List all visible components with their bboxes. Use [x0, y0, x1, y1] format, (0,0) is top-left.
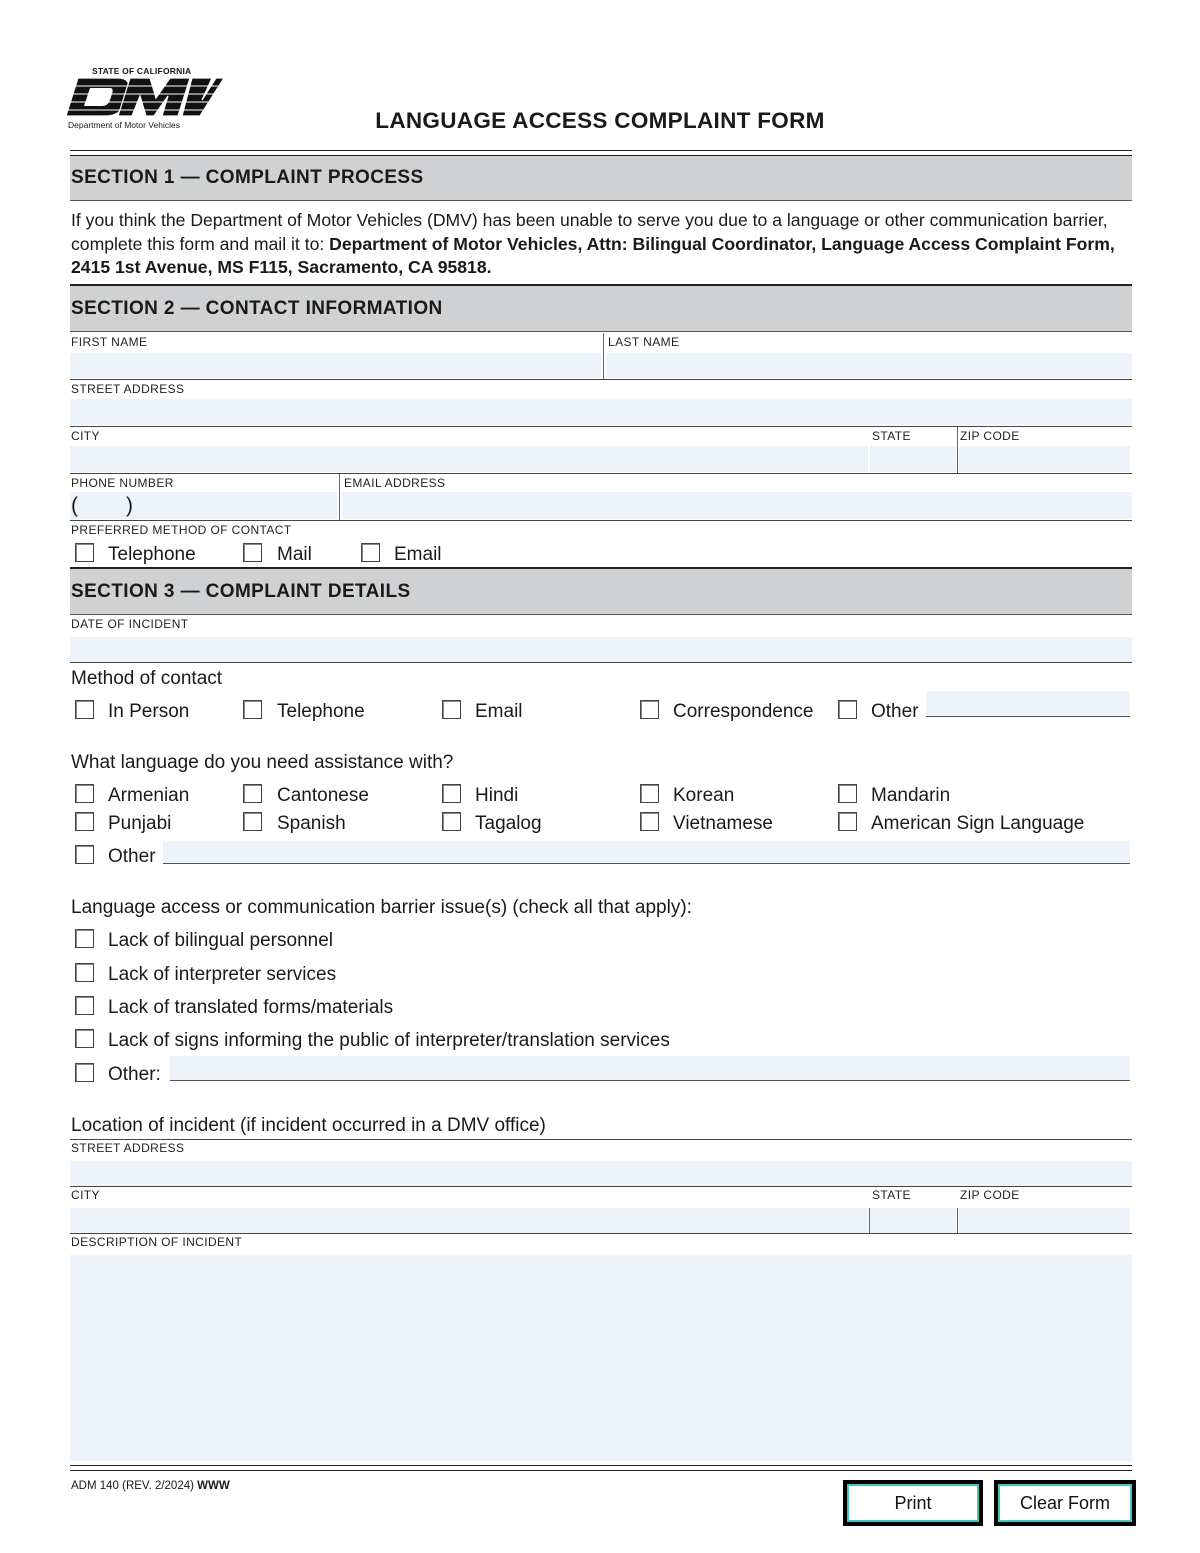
phone-area-open: (	[71, 494, 78, 517]
location-state-label: STATE	[872, 1188, 911, 1202]
phone-area-close: )	[126, 494, 133, 517]
preferred-email-checkbox[interactable]	[361, 543, 380, 562]
preferred-mail-checkbox[interactable]	[243, 543, 262, 562]
preferred-telephone-checkbox[interactable]	[75, 543, 94, 562]
divider	[70, 473, 1132, 474]
divider	[70, 1186, 1132, 1187]
phone-number-label: PHONE NUMBER	[71, 476, 174, 490]
logo-state-text: STATE OF CALIFORNIA	[92, 66, 192, 76]
method-in-person-checkbox[interactable]	[75, 700, 94, 719]
method-in-person-label: In Person	[108, 701, 190, 722]
mailing-address: Department of Motor Vehicles, Attn: Bilingual Coordinator, Language Access Complaint Form, 2415 1st Avenue, MS F115, Sacramento, CA 95818.	[71, 233, 1115, 277]
issue-other-checkbox[interactable]	[75, 1063, 94, 1082]
language-armenian-label: Armenian	[108, 785, 190, 806]
method-telephone-checkbox[interactable]	[243, 700, 262, 719]
language-mandarin-checkbox[interactable]	[838, 784, 857, 803]
issue-interpreter-services-checkbox[interactable]	[75, 963, 94, 982]
language-hindi-checkbox[interactable]	[442, 784, 461, 803]
first-name-label: FIRST NAME	[71, 335, 148, 349]
language-other-checkbox[interactable]	[75, 845, 94, 864]
location-question: Location of incident (if incident occurred in a DMV office)	[71, 1115, 546, 1136]
divider	[70, 1139, 1132, 1140]
location-state-input[interactable]	[870, 1208, 956, 1233]
divider	[70, 1233, 1132, 1234]
method-of-contact-question: Method of contact	[71, 668, 223, 689]
language-hindi-label: Hindi	[475, 785, 519, 806]
language-korean-label: Korean	[673, 785, 735, 806]
issues-question: Language access or communication barrier issue(s) (check all that apply):	[71, 897, 692, 918]
divider	[957, 1208, 958, 1234]
footer-divider	[70, 1465, 1132, 1471]
form-title: LANGUAGE ACCESS COMPLAINT FORM	[375, 108, 825, 133]
clear-form-button[interactable]	[994, 1480, 1136, 1526]
language-spanish-label: Spanish	[277, 813, 346, 834]
issue-translated-forms-label: Lack of translated forms/materials	[108, 997, 394, 1018]
form-number: ADM 140 (REV. 2/2024)	[71, 1480, 198, 1492]
preferred-mail-label: Mail	[277, 544, 312, 565]
location-city-label: CITY	[71, 1188, 100, 1202]
language-other-input[interactable]	[163, 841, 1130, 864]
method-other-checkbox[interactable]	[838, 700, 857, 719]
section1-heading: SECTION 1 — COMPLAINT PROCESS	[70, 156, 1132, 201]
description-textarea[interactable]	[70, 1255, 1132, 1461]
divider	[957, 427, 958, 473]
section3-heading: SECTION 3 — COMPLAINT DETAILS	[70, 569, 1132, 615]
issue-bilingual-personnel-checkbox[interactable]	[75, 929, 94, 948]
email-address-label: EMAIL ADDRESS	[344, 476, 446, 490]
divider	[603, 333, 604, 379]
divider	[869, 1208, 870, 1234]
method-correspondence-checkbox[interactable]	[640, 700, 659, 719]
language-asl-label: American Sign Language	[871, 813, 1085, 834]
divider	[70, 379, 1132, 380]
issue-translated-forms-checkbox[interactable]	[75, 996, 94, 1015]
language-tagalog-checkbox[interactable]	[442, 812, 461, 831]
language-mandarin-label: Mandarin	[871, 785, 951, 806]
location-street-label: STREET ADDRESS	[71, 1141, 185, 1155]
language-other-label: Other	[108, 846, 156, 867]
section1-intro	[71, 209, 1135, 280]
divider	[339, 474, 340, 520]
issue-signs-label: Lack of signs informing the public of interpreter/translation services	[108, 1030, 670, 1051]
state-label: STATE	[872, 429, 911, 443]
print-button-label[interactable]: Print	[847, 1484, 979, 1522]
city-input[interactable]	[70, 446, 868, 472]
divider	[70, 662, 1132, 663]
language-spanish-checkbox[interactable]	[243, 812, 262, 831]
intro-text: If you think the Department of Motor Vehicles (DMV) has been unable to serve you due to a language or other communication barrier, complete this form and mail it to:	[71, 210, 1108, 254]
preferred-telephone-label: Telephone	[108, 544, 196, 565]
clear-form-button-label[interactable]: Clear Form	[998, 1484, 1132, 1522]
issue-other-label: Other:	[108, 1064, 161, 1085]
zip-code-input[interactable]	[959, 446, 1130, 472]
issue-bilingual-personnel-label: Lack of bilingual personnel	[108, 930, 333, 951]
language-asl-checkbox[interactable]	[838, 812, 857, 831]
form-www: WWW	[197, 1480, 230, 1492]
location-zip-label: ZIP CODE	[960, 1188, 1020, 1202]
divider	[70, 520, 1132, 521]
last-name-input[interactable]	[606, 353, 1132, 378]
language-question: What language do you need assistance with?	[71, 752, 454, 773]
language-cantonese-checkbox[interactable]	[243, 784, 262, 803]
section2-heading: SECTION 2 — CONTACT INFORMATION	[70, 286, 1132, 332]
city-label: CITY	[71, 429, 100, 443]
divider	[70, 426, 1132, 427]
phone-number-input[interactable]	[70, 492, 337, 519]
print-button[interactable]	[843, 1480, 983, 1526]
logo-department-text: Department of Motor Vehicles	[68, 120, 180, 130]
method-email-checkbox[interactable]	[442, 700, 461, 719]
state-input[interactable]	[870, 446, 956, 472]
date-of-incident-input[interactable]	[70, 637, 1132, 662]
language-korean-checkbox[interactable]	[640, 784, 659, 803]
street-address-label: STREET ADDRESS	[71, 382, 185, 396]
issue-signs-checkbox[interactable]	[75, 1029, 94, 1048]
form-id	[71, 1480, 230, 1492]
method-telephone-label: Telephone	[277, 701, 365, 722]
location-street-input[interactable]	[70, 1161, 1132, 1186]
street-address-input[interactable]	[70, 399, 1132, 425]
method-email-label: Email	[475, 701, 523, 722]
language-armenian-checkbox[interactable]	[75, 784, 94, 803]
last-name-label: LAST NAME	[608, 335, 680, 349]
method-other-label: Other	[871, 701, 919, 722]
language-punjabi-checkbox[interactable]	[75, 812, 94, 831]
description-label: DESCRIPTION OF INCIDENT	[71, 1235, 243, 1249]
location-zip-input[interactable]	[959, 1208, 1130, 1233]
language-tagalog-label: Tagalog	[475, 813, 542, 834]
preferred-email-label: Email	[394, 544, 442, 565]
zip-code-label: ZIP CODE	[960, 429, 1020, 443]
language-vietnamese-label: Vietnamese	[673, 813, 773, 834]
language-vietnamese-checkbox[interactable]	[640, 812, 659, 831]
location-city-input[interactable]	[70, 1208, 868, 1233]
preferred-contact-label: PREFERRED METHOD OF CONTACT	[71, 523, 292, 537]
method-correspondence-label: Correspondence	[673, 701, 814, 722]
language-punjabi-label: Punjabi	[108, 813, 172, 834]
date-of-incident-label: DATE OF INCIDENT	[71, 617, 189, 631]
language-cantonese-label: Cantonese	[277, 785, 369, 806]
email-address-input[interactable]	[342, 492, 1132, 519]
first-name-input[interactable]	[70, 353, 601, 378]
issue-other-input[interactable]	[170, 1056, 1130, 1081]
method-other-input[interactable]	[926, 691, 1130, 717]
issue-interpreter-services-label: Lack of interpreter services	[108, 964, 337, 985]
